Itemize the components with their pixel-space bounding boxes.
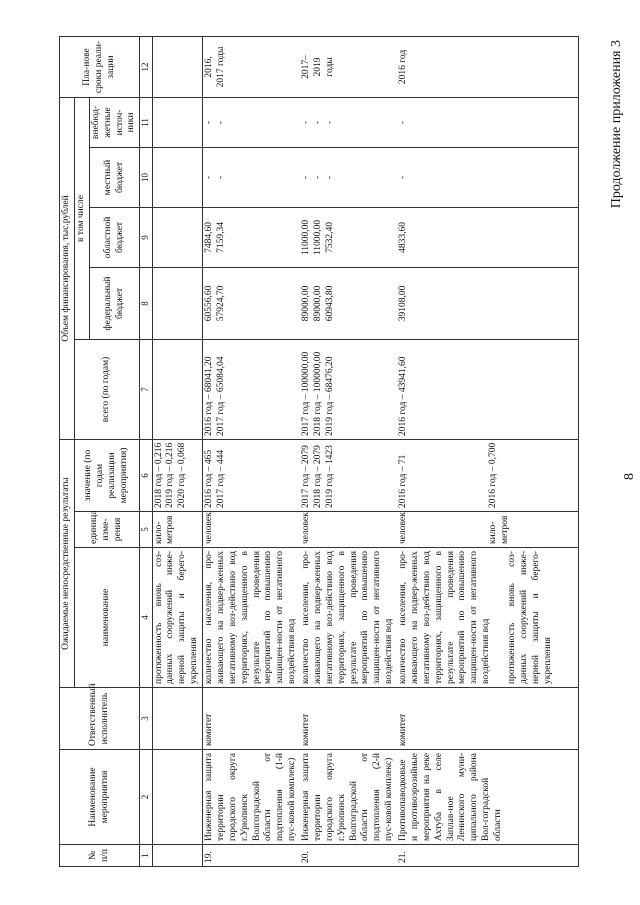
row-number: 19. [203, 845, 301, 867]
col-number: 1 [140, 845, 152, 867]
executor: комитет [300, 688, 397, 750]
executor: комитет [397, 688, 556, 750]
funding-local: - - - [300, 147, 397, 207]
funding-federal: 89000,00 89000,00 60943,80 [300, 267, 397, 339]
result-unit: человек [203, 512, 301, 548]
executor: комитет [203, 688, 301, 750]
result-name: количество населения, про-живающего на подвер-женных негативному воз-действию вод территориях, защищенного в результате проведения мероприятий по повышению защищен-ности от негативного воздействия вод [300, 548, 397, 688]
col-number: 8 [140, 267, 152, 339]
funding-regional: 11000,00 11000,00 7532,40 [300, 207, 397, 267]
terms: 2016 год [397, 36, 556, 97]
result-name: протяженность вновь соз-данных сооружений инже-нерной защиты и берего-укрепления [152, 548, 203, 688]
funding-offbudget: - - [203, 97, 301, 147]
header-funding: Объем финансирования, тыс.рублей [60, 97, 75, 439]
funding-regional: 7484,60 7159,34 [203, 207, 301, 267]
header-incl: в том числе [74, 97, 89, 339]
header-executor: Ответственный исполнитель [60, 688, 140, 750]
result-unit: человек кило-метров [397, 512, 556, 548]
result-values: 2017 год – 2079 2018 год – 2079 2019 год – 1423 [300, 439, 397, 511]
row-number: 20. [300, 845, 397, 867]
table-row [203, 36, 301, 866]
header-result-name: наименование [74, 548, 139, 688]
table-row-continued [152, 36, 203, 866]
result-unit: кило-метров [152, 512, 203, 548]
result-values: 2016 год – 465 2017 год – 444 [203, 439, 301, 511]
funding-federal: 39108,00 [397, 267, 556, 339]
terms: 2017– 2019 годы [300, 36, 397, 97]
funding-local: - [397, 147, 556, 207]
header-results: Ожидаемые непосредственные результаты [60, 439, 75, 687]
col-number: 5 [140, 512, 152, 548]
row-number: 21. [397, 845, 556, 867]
header-no: № п/п [60, 845, 140, 867]
funding-total: 2017 год – 100000,00 2018 год – 100000,00 2019 год – 68476,20 [300, 339, 397, 439]
col-number: 2 [140, 750, 152, 845]
col-number: 10 [140, 147, 152, 207]
table-row [397, 36, 556, 866]
result-values: 2018 год – 0,216 2019 год – 0,216 2020 год – 0,068 [152, 439, 203, 511]
page-number: 8 [622, 473, 637, 480]
result-name: количество населения, про-живающего на подвер-женных негативному воз-действию вод территориях, защищенного в результате проведения мероприятий по повышению защищен-ности от негативного воздействия вод [203, 548, 301, 688]
header-local: местный бюджет [89, 147, 140, 207]
funding-offbudget: - - - [300, 97, 397, 147]
result-unit: человек [300, 512, 397, 548]
column-numbers-row [140, 36, 152, 866]
funding-federal: 60556,60 57924,70 [203, 267, 301, 339]
col-number: 11 [140, 97, 152, 147]
header-federal: федеральный бюджет [89, 267, 140, 339]
funding-total: 2016 год – 43941,60 [397, 339, 556, 439]
measures-table [59, 36, 579, 867]
measure-name: Инженерная защита территории городского округа г.Урюпинск Волгоградской области от подтопления (2-й пус-ковой комплекс) [300, 750, 397, 845]
funding-local: - - [203, 147, 301, 207]
header-offbudget: внебюд-жетные источ-ники [89, 97, 140, 147]
measure-name: Инженерная защита территории городского округа г.Урюпинск Волгоградской области от подтопления (1-й пус-ковой комплекс) [203, 750, 301, 845]
col-number: 7 [140, 339, 152, 439]
header-name: Наименование мероприятия [60, 750, 140, 845]
measure-name: Противопаводковые и противоэрозийные мероприятия на реке Ахтуба в селе Заплав-ное Ленинского муни-ципального района Вол-гоградской области [397, 750, 556, 845]
header-total: всего (по годам) [74, 339, 139, 439]
col-number: 4 [140, 548, 152, 688]
funding-total: 2016 год – 68041,20 2017 год – 65084,04 [203, 339, 301, 439]
funding-regional: 4833,60 [397, 207, 556, 267]
header-regional: областной бюджет [89, 207, 140, 267]
funding-offbudget: - [397, 97, 556, 147]
header-unit: единица изме-рения [74, 512, 139, 548]
col-number: 9 [140, 207, 152, 267]
table-row [300, 36, 397, 866]
header-value: значение (по годам реализации мероприятия) [74, 439, 139, 511]
header-terms: Пла-нове сроки реали-зации [60, 36, 140, 97]
col-number: 3 [140, 688, 152, 750]
col-number: 6 [140, 439, 152, 511]
result-name: количество населения, про-живающего на подвер-женных негативному воз-действию вод территориях, защищенного в результате проведения мероприятий по повышению защищен-ности от негативного воздействия вод протяженность вновь соз-данных сооружений инже-нерной защиты и берего-укрепления [397, 548, 556, 688]
result-values: 2016 год – 71 2016 год – 0,700 [397, 439, 556, 511]
col-number: 12 [140, 36, 152, 97]
terms: 2016, 2017 годы [203, 36, 301, 97]
continuation-heading: Продолжение приложения 3 [609, 40, 624, 209]
